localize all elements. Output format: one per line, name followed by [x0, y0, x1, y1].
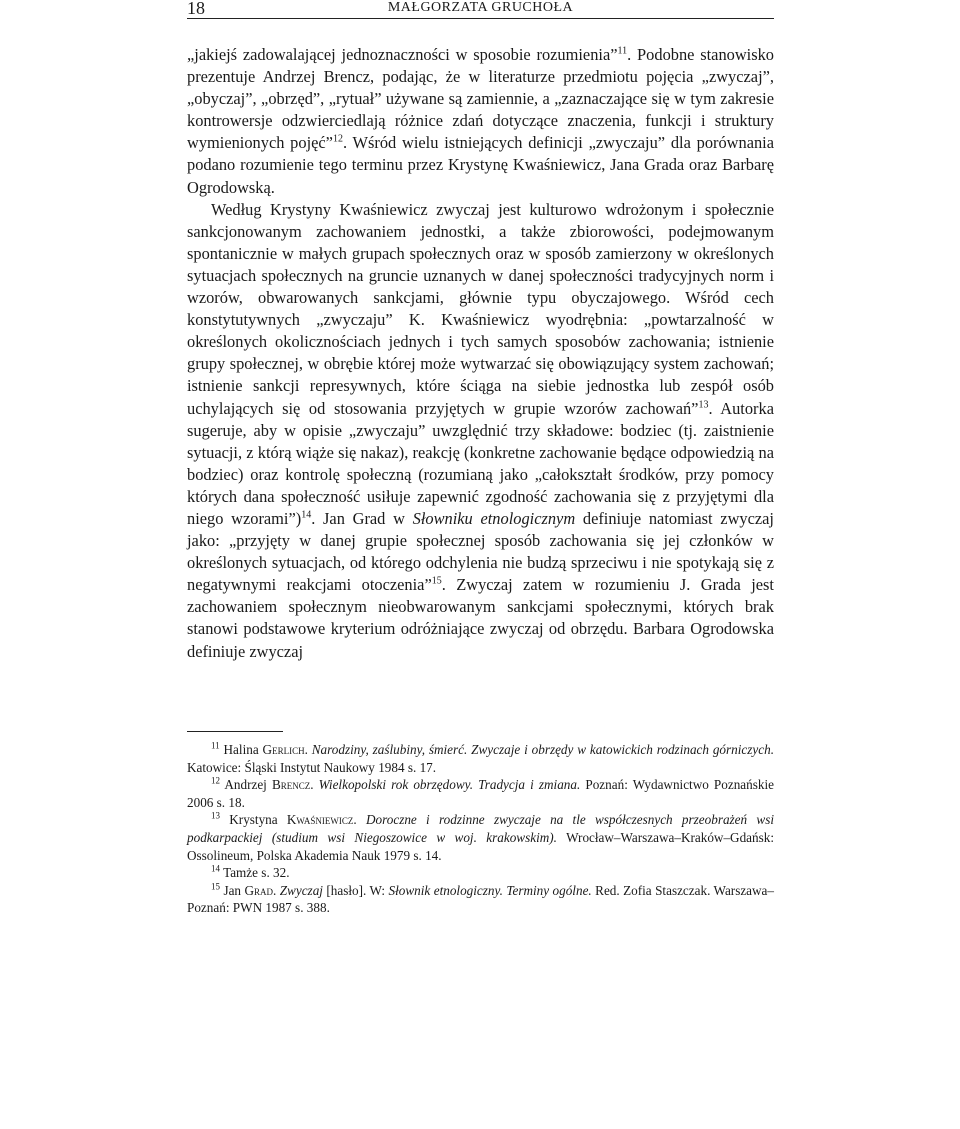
running-head: MAŁGORZATA GRUCHOŁA	[387, 0, 574, 15]
footnote-ref: 11	[617, 45, 628, 57]
footnote-number: 11	[211, 740, 220, 751]
text-span: . Podobne stanowisko prezentuje Andrzej Brencz, podając, że w literaturze przedmiotu pojęcia „zwyczaj”, „obyczaj”, „obrzęd”, „rytuał” używane są zamiennie, a „zaznaczające się w tym zakresie kontrowersje odzwierciedlają różnice zdań dotyczące znaczenia, funkcji i struktury wymienionych pojęć”	[187, 45, 775, 153]
footnote-ref: 15	[431, 575, 442, 587]
body-text	[187, 44, 774, 663]
author-first-name: Halina	[223, 742, 263, 757]
footnote-ref: 12	[332, 133, 343, 145]
footnote-number: 15	[211, 881, 220, 892]
publication-info: Wrocław–Warszawa–Kraków–Gdańsk: Ossolineum, Polska Akademia Nauk 1979 s. 14.	[187, 829, 774, 863]
text-span: [hasło]. W:	[322, 882, 389, 898]
page-header	[187, 0, 774, 20]
publication-info: Red. Zofia Staszczak. Warszawa–Poznań: PWN 1987 s. 388.	[187, 882, 775, 916]
footnote-text: Tamże s. 32.	[223, 865, 290, 881]
header-rule	[187, 18, 774, 19]
page-number: 18	[187, 0, 205, 18]
text-span: . Jan Grad w	[311, 508, 413, 528]
footnote-number: 13	[211, 810, 220, 821]
footnote-ref: 13	[698, 399, 709, 411]
work-title: Słownik etnologiczny. Terminy ogólne.	[388, 882, 592, 898]
work-title: Zwyczaj	[279, 882, 323, 898]
text-span: „jakiejś zadowalającej jednoznaczności w sposobie rozumienia”	[187, 45, 618, 64]
footnote-12: $^{12}$ Andrzej Brencz. Wielkopolski rok obrzędowy. Tradycja i zmiana. Poznań: Wydawnictwo Poznańskie 2006 s. 18.	[187, 775, 774, 810]
text-span: . Wśród wielu istniejących definicji „zwyczaju” dla porównania podano rozumienie tego terminu przez Krystynę Kwaśniewicz, Jana Grada oraz Barbarę Ogrodowską.	[187, 133, 774, 197]
author-first-name: Jan	[223, 882, 245, 898]
author-surname: Brencz	[271, 777, 311, 793]
footnote-14	[187, 864, 774, 882]
author-surname: Kwaśniewicz	[286, 812, 354, 828]
footnote-15: $^{15}$ Jan Grad. Zwyczaj [hasło]. W: Słownik etnologiczny. Terminy ogólne. Red. Zofia Staszczak. Warszawa–Poznań: PWN 1987 s. 388.	[187, 881, 775, 916]
text-span: . Zwyczaj zatem w rozumieniu J. Grada jest zachowaniem społecznym nieobwarowanym sankcjami społecznymi, których brak stanowi podstawowe kryterium odróżniające zwyczaj od obrzędu. Barbara Ogrodowska definiuje zwyczaj	[187, 575, 774, 661]
publication-info: Katowice: Śląski Instytut Naukowy 1984 s. 17.	[187, 759, 437, 775]
text-span: . Autorka sugeruje, aby w opisie „zwyczaju” uwzględnić trzy składowe: bodziec (tj. zaistnienie sytuacji, z którą wiąże się nakaz), reakcję (konkretne zachowanie będące odpowiedzią na bodziec) oraz kontrolę społeczną (rozumianą jako „całokształt środków, przy pomocy których dana społeczność usiłuje zapewnić zgodność zachowania się z przyjętymi dla niego wzorami”)	[187, 398, 774, 528]
work-title: Narodziny, zaślubiny, śmierć. Zwyczaje i obrzędy w katowickich rodzinach górniczych.	[311, 742, 775, 757]
footnote-number: 12	[211, 775, 220, 786]
text-span: definiuje natomiast zwyczaj jako: „przyjęty w danej grupie społecznej sposób zachowania się jej członków w określonych sytuacjach, od którego odchylenia nie budzą sprzeciwu i nie spotykają się z negatywnymi reakcjami otoczenia”	[187, 508, 774, 595]
author-surname: Grad	[244, 882, 273, 898]
footnote-13: $^{13}$ Krystyna Kwaśniewicz. Doroczne i rodzinne zwyczaje na tle współczesnych przeobrażeń wsi podkarpackiej (studium wsi Niegoszowice w woj. krakowskim). Wrocław–Warszawa–Kraków–Gdańsk: Ossolineum, Polska Akademia Nauk 1979 s. 14.	[187, 810, 774, 863]
author-first-name: Andrzej	[224, 777, 272, 793]
author-first-name: Krystyna	[229, 812, 287, 828]
footnotes	[187, 741, 774, 917]
footnote-11: $^{11}$ Halina Gerlich. Narodziny, zaślubiny, śmierć. Zwyczaje i obrzędy w katowickich rodzinach górniczych. Katowice: Śląski Instytut Naukowy 1984 s. 17.	[187, 740, 775, 775]
work-title: Wielkopolski rok obrzędowy. Tradycja i zmiana.	[318, 777, 581, 793]
footnote-ref: 14	[301, 509, 312, 521]
publication-info: Poznań: Wydawnictwo Poznańskie 2006 s. 18.	[187, 777, 774, 810]
text-span: Według Krystyny Kwaśniewicz zwyczaj jest kulturowo wdrożonym i społecznie sankcjonowanym zachowaniem jednostki, a także zbiorowości, podejmowanym spontanicznie w małych grupach społecznych oraz w sposób zamierzony w określonych sytuacjach społecznych na gruncie uznanych w danej społeczności tradycyjnych norm i wzorów, obwarowanych sankcjami, głównie typu obyczajowego. Wśród cech konstytutywnych „zwyczaju” K. Kwaśniewicz wyodrębnia: „powtarzalność w określonych okolicznościach jednych i tych samych sposobów zachowania; istnienie grupy społecznej, w obrębie której może wytwarzać się obowiązujący system zachowań; istnienie sankcji represywnych, które ściąga na siebie jednostka lub zespół osób uchylających się od stosowania przyjętych w grupie wzorów zachowań”	[187, 199, 774, 418]
paragraph-2	[187, 199, 774, 663]
paragraph-1	[187, 44, 774, 199]
footnote-rule	[187, 731, 283, 732]
italic-title: Słowniku etnologicznym	[412, 508, 576, 528]
author-surname: Gerlich	[262, 742, 305, 757]
work-title: Doroczne i rodzinne zwyczaje na tle współczesnych przeobrażeń wsi podkarpackiej (studium wsi Niegoszowice w woj. krakowskim).	[187, 812, 774, 845]
footnote-number: 14	[211, 863, 220, 874]
